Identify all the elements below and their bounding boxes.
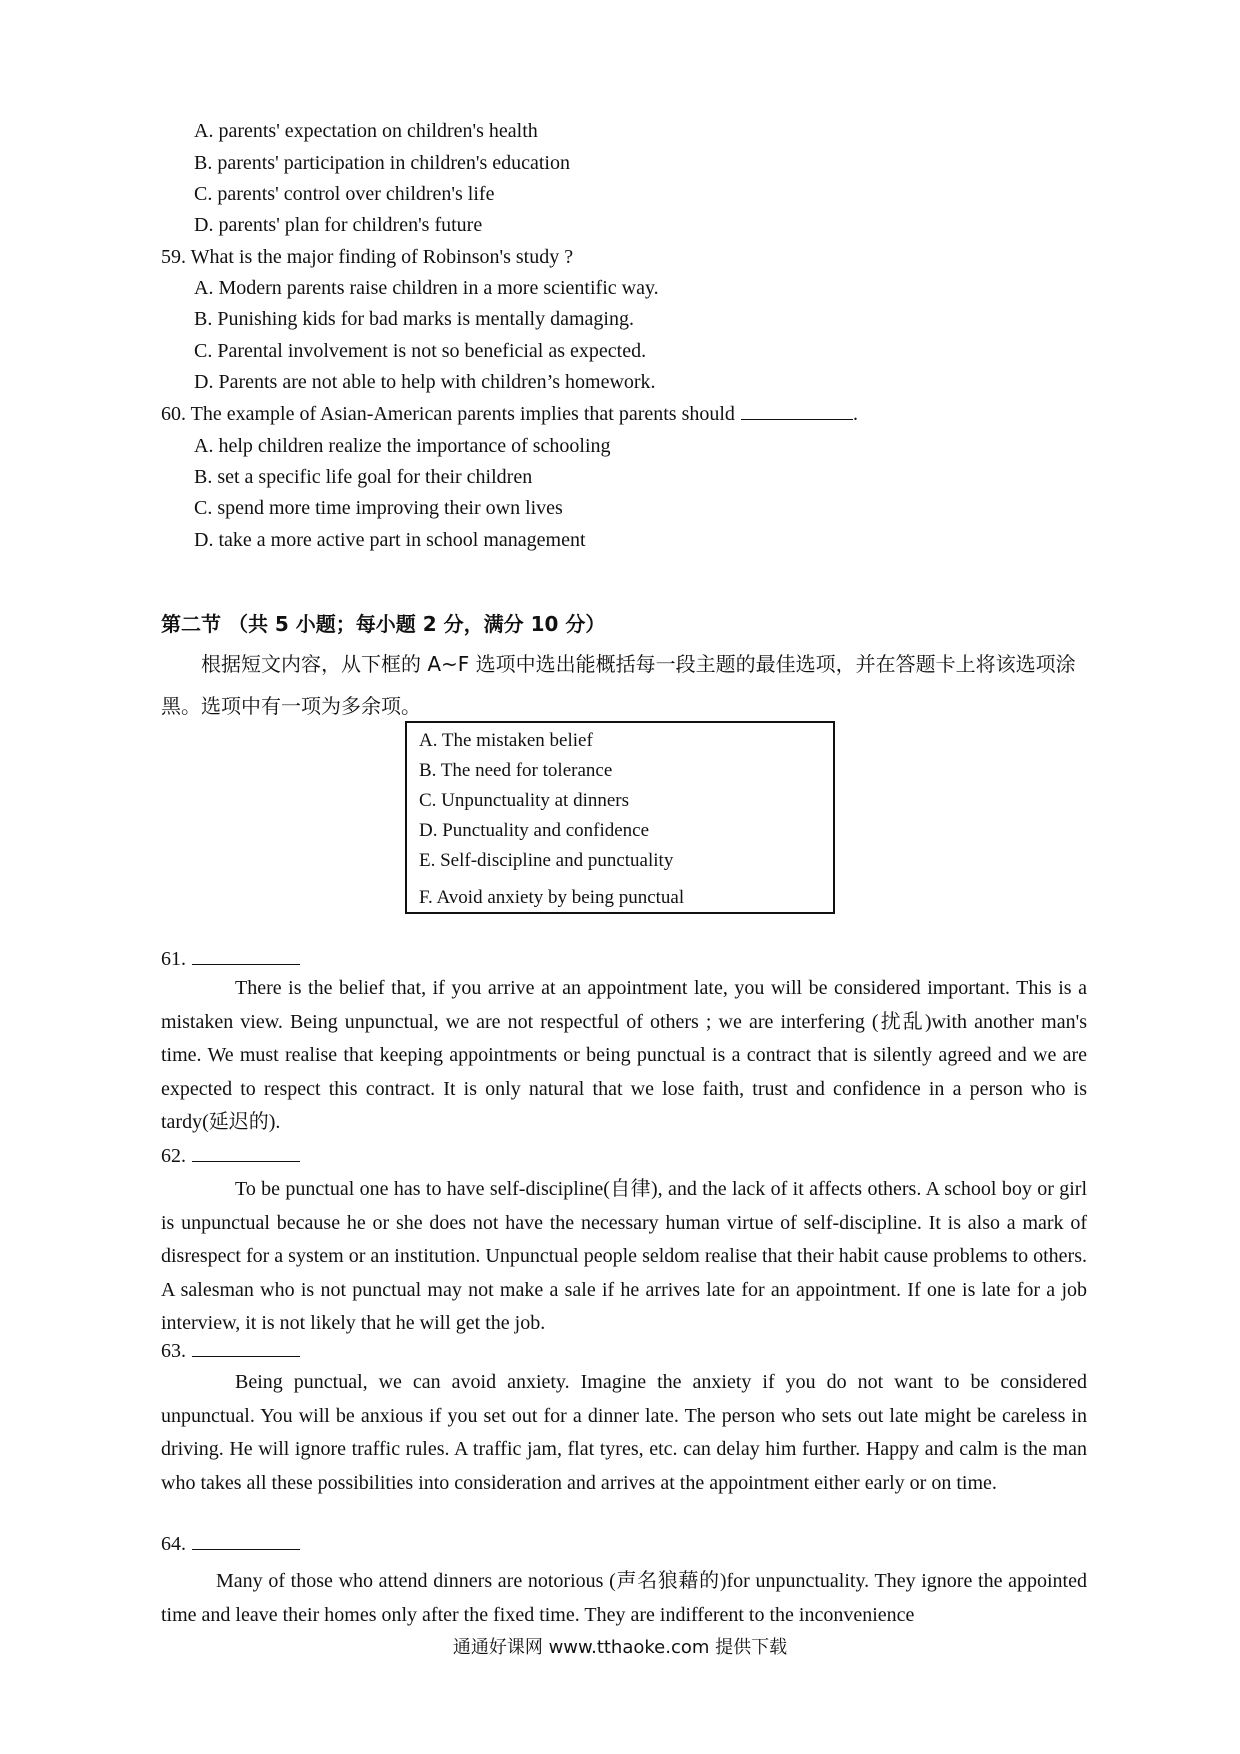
question-61-blank — [192, 946, 300, 965]
section-title: 第二节 （共 5 小题；每小题 2 分，满分 10 分） — [161, 612, 606, 636]
q60-option-b: B. set a specific life goal for their children — [194, 466, 533, 488]
q60-stem-line — [161, 401, 858, 427]
choice-b: B. The need for tolerance — [419, 760, 613, 781]
question-63-blank — [192, 1338, 300, 1357]
q60-stem-end: . — [852, 403, 858, 425]
question-64-number: 64. — [161, 1533, 186, 1555]
q59-stem: 59. What is the major finding of Robinson's study ? — [161, 246, 574, 268]
q58-option-c: C. parents' control over children's life — [194, 183, 495, 205]
q60-option-d: D. take a more active part in school management — [194, 529, 586, 551]
question-63-label — [161, 1338, 300, 1364]
choice-f: F. Avoid anxiety by being punctual — [419, 887, 685, 908]
paragraph-63: Being punctual, we can avoid anxiety. Imagine the anxiety if you do not want to be considered unpunctual. You will be anxious if you set out for a dinner late. The person who sets out late might be careless in driving. He will ignore traffic rules. A traffic jam, flat tyres, etc. can delay him further. Happy and calm is the man who takes all these possibilities into consideration and arrives at the appointment either early or on time. — [161, 1371, 1087, 1494]
paragraph-62: To be punctual one has to have self-discipline(自律), and the lack of it affects others. A school boy or girl is unpunctual because he or she does not have the necessary human virtue of self-discipline. It is also a mark of disrespect for a system or an institution. Unpunctual people seldom realise that their habit cause problems to others. A salesman who is not punctual may not make a sale if he arrives late for an appointment. If one is late for a job interview, it is not likely that he will get the job. — [161, 1178, 1087, 1334]
q60-option-c: C. spend more time improving their own lives — [194, 497, 563, 519]
q59-option-d: D. Parents are not able to help with children’s homework. — [194, 371, 656, 393]
q60-option-a: A. help children realize the importance of schooling — [194, 435, 611, 457]
q59-option-b: B. Punishing kids for bad marks is mentally damaging. — [194, 308, 634, 330]
question-62-number: 62. — [161, 1145, 186, 1167]
question-62-blank — [192, 1143, 300, 1162]
q58-option-a: A. parents' expectation on children's health — [194, 120, 538, 142]
choice-e: E. Self-discipline and punctuality — [419, 850, 674, 871]
choices-box — [405, 721, 835, 914]
question-64-label — [161, 1531, 300, 1557]
q59-option-c: C. Parental involvement is not so beneficial as expected. — [194, 340, 647, 362]
section-instructions: 根据短文内容，从下框的 A~F 选项中选出能概括每一段主题的最佳选项，并在答题卡上将该选项涂黑。选项中有一项为多余项。 — [161, 652, 1076, 718]
paragraph-64: Many of those who attend dinners are notorious (声名狼藉的)for unpunctuality. They ignore the appointed time and leave their homes only after the fixed time. They are indifferent to the inconvenience — [161, 1570, 1087, 1626]
q60-stem: 60. The example of Asian-American parents implies that parents should — [161, 403, 735, 425]
question-61-number: 61. — [161, 948, 186, 970]
q59-option-a: A. Modern parents raise children in a more scientific way. — [194, 277, 659, 299]
paragraph-61: There is the belief that, if you arrive at an appointment late, you will be considered important. This is a mistaken view. Being unpunctual, we are not respectful of others ; we are interfering (扰乱)with another man's time. We must realise that keeping appointments or being punctual is a contract that is silently agreed and we are expected to respect this contract. It is only natural that we lose faith, trust and confidence in a person who is tardy(延迟的). — [161, 977, 1087, 1133]
page-footer: 通通好课网 www.tthaoke.com 提供下载 — [452, 1637, 788, 1658]
question-64-blank — [192, 1531, 300, 1550]
question-62-label — [161, 1143, 300, 1169]
question-63-number: 63. — [161, 1340, 186, 1362]
choice-a: A. The mistaken belief — [419, 730, 593, 751]
choice-d: D. Punctuality and confidence — [419, 820, 650, 841]
q60-answer-blank — [741, 401, 853, 420]
choice-c: C. Unpunctuality at dinners — [419, 790, 630, 811]
q58-option-b: B. parents' participation in children's education — [194, 152, 570, 174]
question-61-label — [161, 946, 300, 972]
q58-option-d: D. parents' plan for children's future — [194, 214, 483, 236]
